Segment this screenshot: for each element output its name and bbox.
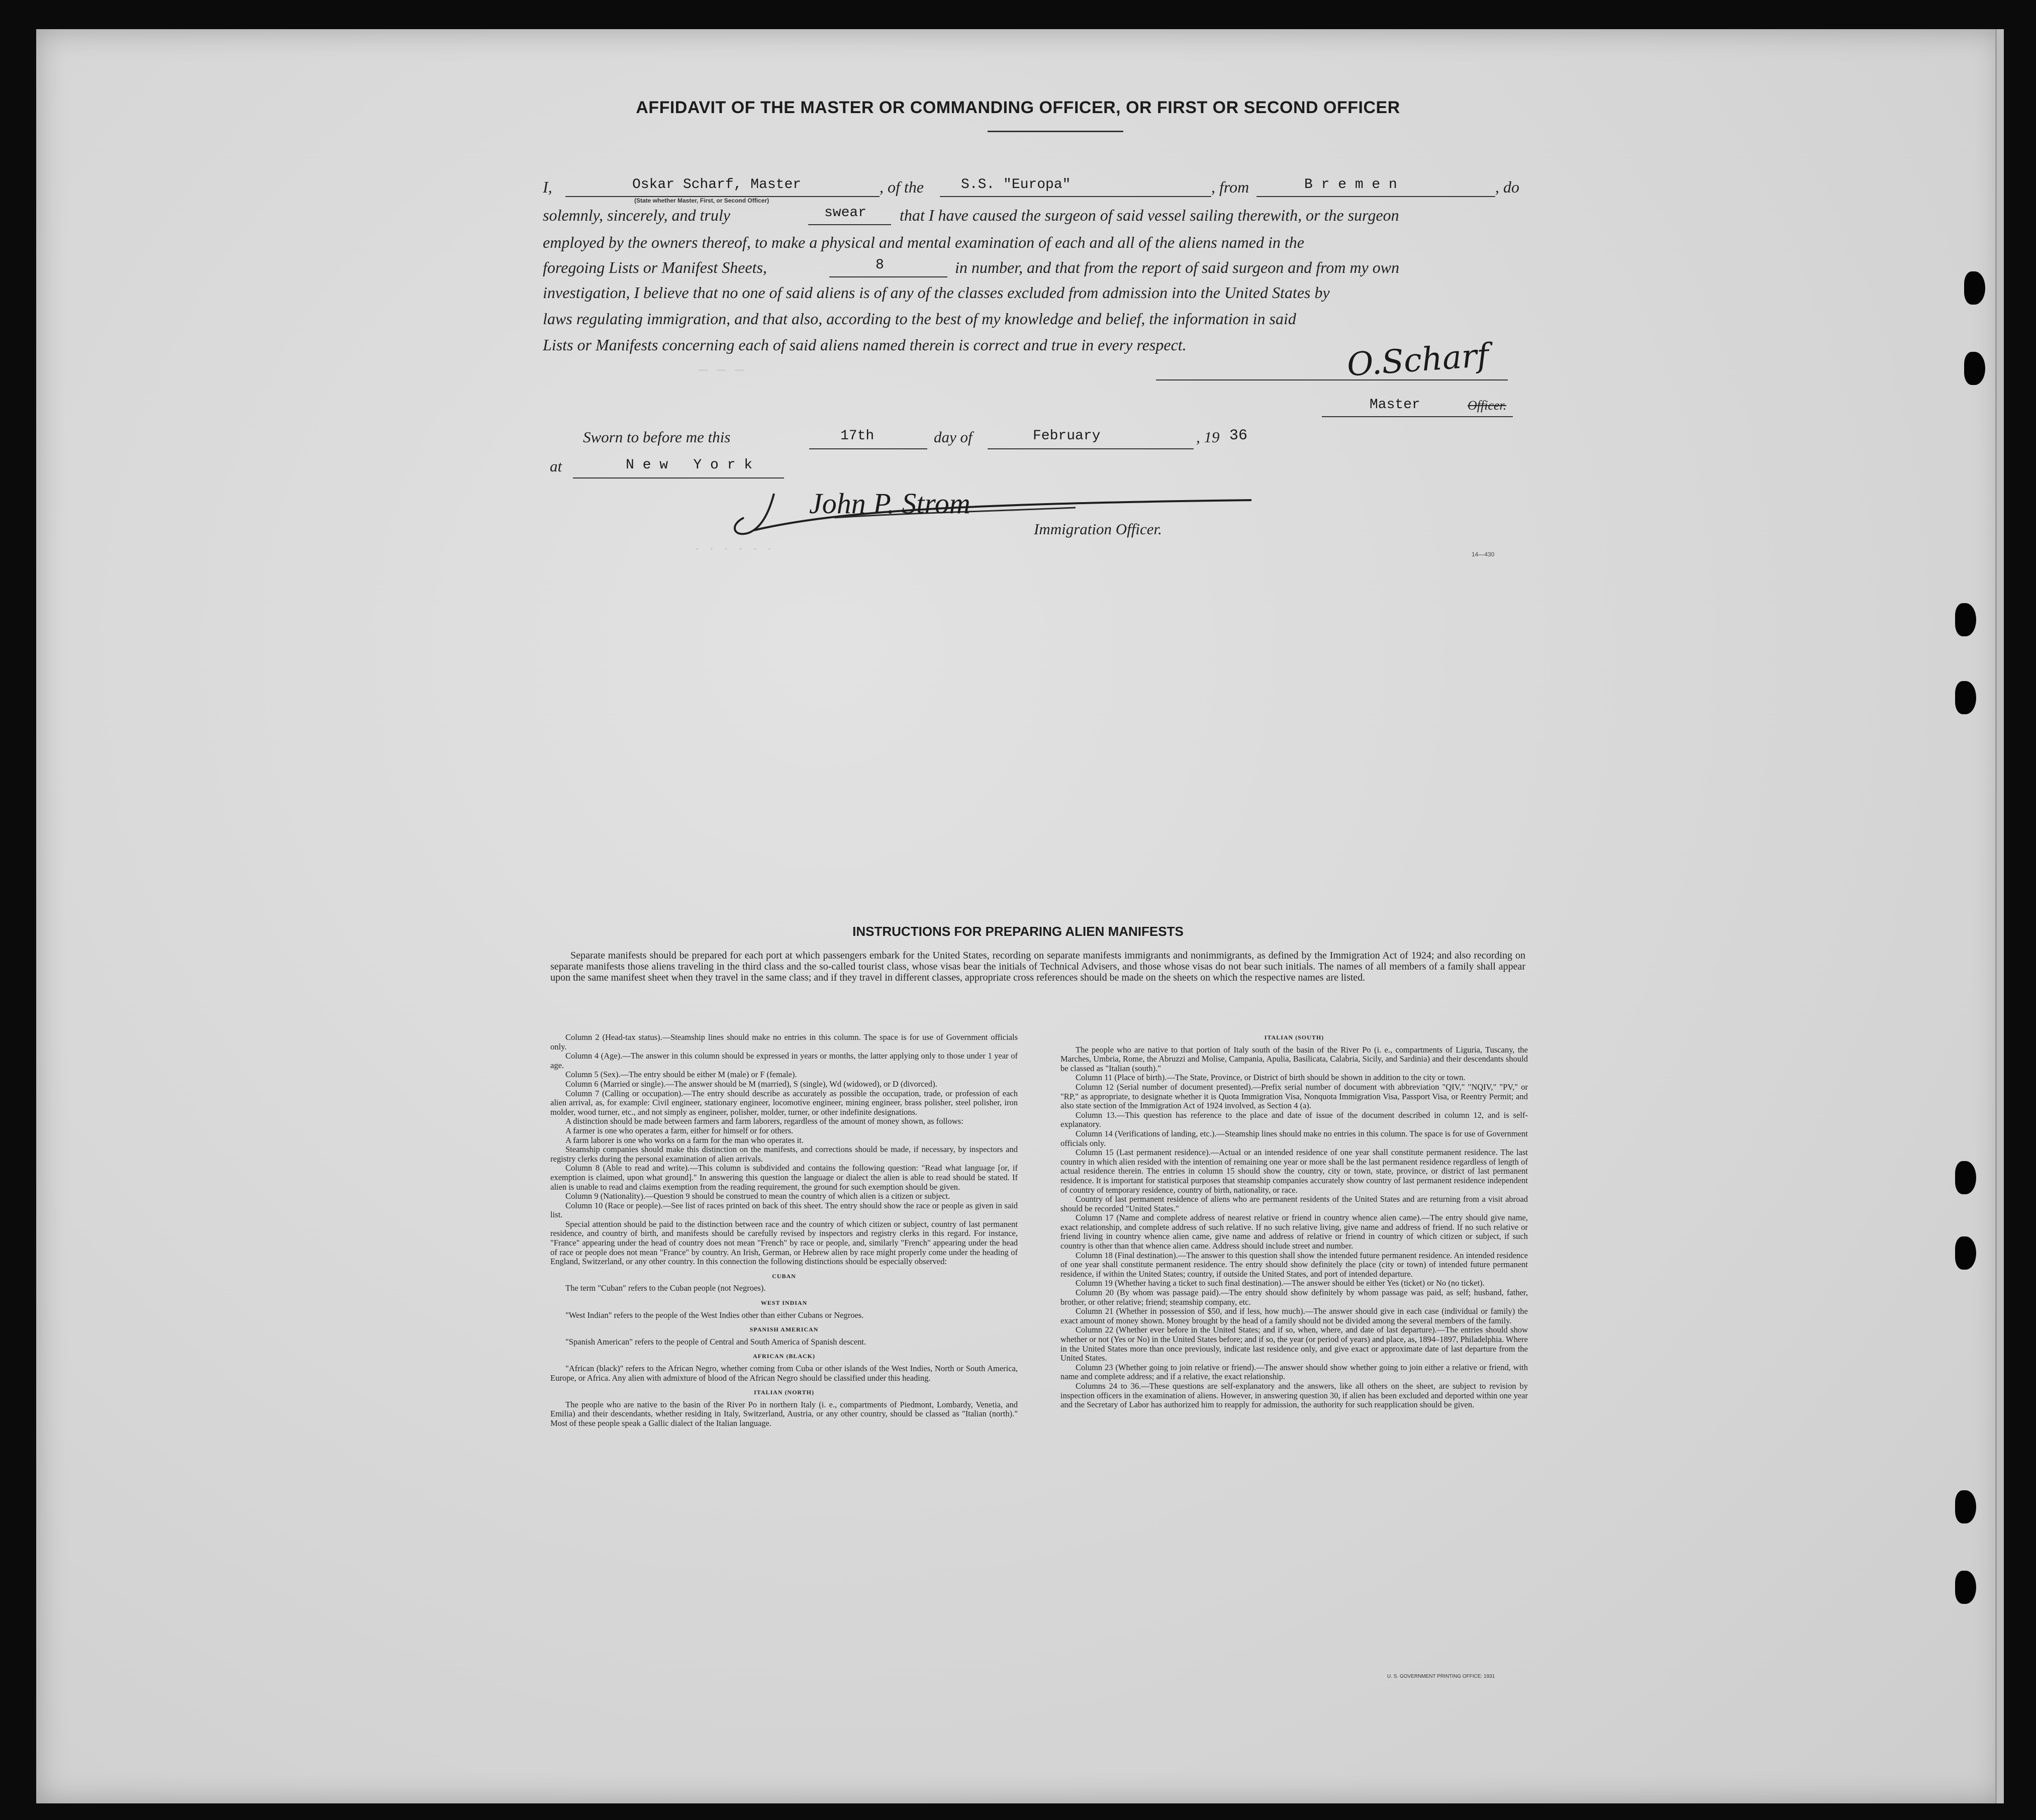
form-number: 14—430 (1472, 551, 1495, 558)
vessel-underline (940, 196, 1211, 197)
instruction-paragraph: Column 20 (By whom was passage paid).—The entry should show definitely by whom passage was paid, as self; husband, father, brother, or other relative; friend; steamship company, etc. (1060, 1288, 1528, 1307)
instruction-paragraph: A farm laborer is one who works on a farm for the man who operates it. (565, 1135, 804, 1145)
vessel-field[interactable]: S.S. "Europa" (961, 177, 1071, 193)
section-heading-spanish-american: SPANISH AMERICAN (749, 1326, 819, 1333)
punch-hole-icon (1955, 1161, 1976, 1194)
instruction-paragraph: The people who are native to that portion of Italy south of the basin of the River Po (i. e., compartments of Liguria, Tuscany, the Marches, Umbria, Rome, the Abruzzi and Molise, Campania, Apulia, Basilicata, Calabria, Sicily, and Sardinia) and their descendants should be classed as "Italian (south)." (1060, 1044, 1528, 1073)
instruction-paragraph: Steamship companies should make this distinction on the manifests, and corrections should be made, if necessary, by inspectors and registry clerks during the personal examination of alien arrivals. (550, 1144, 1018, 1164)
spanish-american-definition: "Spanish American" refers to the people of Central and South America of Spanish descent. (565, 1336, 866, 1347)
officer-hint: (State whether Master, First, or Second Officer) (634, 197, 769, 204)
signer-struck-title: Officer. (1468, 398, 1507, 413)
punch-hole-icon (1955, 681, 1976, 714)
punch-hole-icon (1955, 1571, 1976, 1604)
text-of-the: , of the (880, 178, 924, 196)
port-underline (1256, 196, 1495, 197)
bleed-through-text: — — — (699, 362, 744, 379)
instruction-paragraph: Columns 24 to 36.—These questions are self-explanatory and the answers, like all others on the sheet, are subject to revision by inspection officers in the examination of aliens. However, in answering question 30, if alien has been excluded and deported within one year and the Secretary of Labor has authorized him to reapply for admission, the authority for such reapplication should be given. (1060, 1381, 1528, 1410)
location-field[interactable]: N e w Y o r k (626, 457, 753, 473)
punch-hole-icon (1955, 1490, 1976, 1523)
instructions-intro: Separate manifests should be prepared for each port at which passengers embark for the United States, recording on separate manifests immigrants and nonimmigrants, as defined by the Immigration Act of 1924; and also recording on separate manifests those aliens traveling in the third class and the so-called tourist class, whose visas bear the initials of Technical Advisers, and those whose visas do not bear such initials. The names of all members of a family shall appear upon the same manifest sheet when they travel in the same class; and if they travel in different classes, appropriate cross references should be made on the sheets on which the respective names are listed. (550, 950, 1525, 983)
text-solemnly: solemnly, sincerely, and truly (543, 206, 730, 224)
instructions-right-column (1060, 1033, 1528, 1410)
instruction-paragraph: Country of last permanent residence of aliens who are permanent residents of the United States and are returning from a visit abroad should be recorded "United States." (1060, 1194, 1528, 1213)
affidavit-line-7: Lists or Manifests concerning each of said aliens named therein is correct and true in every respect. (543, 336, 1187, 354)
page-edge (1995, 29, 2004, 1803)
instruction-paragraph: A distinction should be made between farmers and farm laborers, regardless of the amount of money shown, as follows: (565, 1116, 963, 1126)
title-divider (988, 131, 1123, 132)
signature-underline (1156, 379, 1508, 380)
west-indian-definition: "West Indian" refers to the people of the West Indies other than either Cubans or Negroes. (565, 1310, 864, 1320)
punch-hole-icon (1964, 271, 1985, 305)
master-signature: O.Scharf (1345, 337, 1490, 384)
instruction-paragraph: A farmer is one who operates a farm, either for himself or for others. (565, 1125, 794, 1135)
instruction-paragraph: Column 2 (Head-tax status).—Steamship lines should make no entries in this column. The space is for use of Government officials only. (550, 1032, 1018, 1051)
text-in-number: in number, and that from the report of said surgeon and from my own (955, 258, 1400, 276)
scan-top-border (36, 0, 2004, 29)
port-field[interactable]: B r e m e n (1304, 177, 1397, 193)
affidavit-line-6: laws regulating immigration, and that also, according to the best of my knowledge and belief, the information in said (543, 310, 1296, 328)
sheet-count-field[interactable]: 8 (876, 257, 884, 273)
instruction-paragraph: Column 18 (Final destination).—The answer to this question shall show the intended future permanent residence. An intended residence of one year shall constitute permanent residence. The entry should show definitely the place (city or town) of intended future permanent residence, if within the United States; country, if outside the United States, and port of intended departure. (1060, 1250, 1528, 1279)
instruction-paragraph: Column 17 (Name and complete address of nearest relative or friend in country whence alien came).—The entry should give name, exact relationship, and complete address of such relative. If no such relative living, give name and address of friend. If no such relative or friend living in country whence alien came, give name and address of relative or friend in country of which citizen or subject, if such country is other than that whence alien came. Address should include street and number. (1060, 1213, 1528, 1251)
instruction-paragraph: Column 4 (Age).—The answer in this column should be expressed in years or months, the latter applying only to those under 1 year of age. (550, 1051, 1018, 1070)
text-surgeon: that I have caused the surgeon of said vessel sailing therewith, or the surgeon (900, 206, 1399, 224)
instruction-paragraph: Column 12 (Serial number of document presented).—Prefix serial number of document with abbreviation "QIV," "NQIV," "PV," or "RP," as appropriate, to designate whether it is Quota Immigration Visa, Nonquota Immigration Visa, Passport Visa, or Reentry Permit; and also state section of the Immigration Act of 1924 involved, as Section 4 (a). (1060, 1082, 1528, 1111)
sworn-day-underline (809, 448, 927, 449)
sworn-month-underline (988, 448, 1194, 449)
instruction-paragraph: Column 21 (Whether in possession of $50, and if less, how much).—The answer should give in each case (individual or family) the exact amount of money shown. Money brought by the head of a family should not be divided among the several members of the family. (1060, 1306, 1528, 1325)
bleed-through-text: · · · · · · (694, 543, 773, 556)
signer-title: Master (1370, 397, 1420, 413)
text-i: I, (543, 178, 552, 196)
at-label: at (550, 457, 562, 475)
instruction-paragraph: Column 9 (Nationality).—Question 9 should be construed to mean the country of which alien is a citizen or subject. (565, 1191, 950, 1201)
sheets-underline (829, 276, 947, 277)
instruction-paragraph: Column 22 (Whether ever before in the United States; and if so, when, where, and date of last departure).—The entries should show whether or not (Yes or No) in the United States before; and if so, the year (or period of years) and place, as, 1894–1897, Philadelphia. Where in the United States more than once previously, indicate last residence only, and give exact or approximate date of last departure from the United States. (1060, 1325, 1528, 1363)
instruction-paragraph: Column 14 (Verifications of landing, etc.).—Steamship lines should make no entries in this column. The space is for use of Government officials only. (1060, 1128, 1528, 1148)
italian-north-definition: The people who are native to the basin of the River Po in northern Italy (i. e., compartments of Piedmont, Lombardy, Venetia, and Emilia) and their descendants, whether residing in Italy, Switzerland, Austria, or any other country, should be classed as "Italian (north)." Most of these people speak a Gallic dialect of the Italian language. (550, 1399, 1018, 1428)
text-do: , do (1495, 178, 1519, 196)
instruction-paragraph: Column 10 (Race or people).—See list of races printed on back of this sheet. The entry should show the race or people as given in said list. (550, 1200, 1018, 1220)
affidavit-title: AFFIDAVIT OF THE MASTER OR COMMANDING OFFICER, OR FIRST OR SECOND OFFICER (636, 98, 1400, 117)
oath-field[interactable]: swear (824, 205, 867, 221)
punch-hole-icon (1955, 603, 1976, 636)
section-heading-italian-south: ITALIAN (SOUTH) (1264, 1034, 1324, 1041)
instruction-paragraph: Column 15 (Last permanent residence).—Actual or an intended residence of one year shall constitute permanent residence. The last country in which alien resided with the intention of remaining one year or more shall be the last permanent residence regardless of length of actual residence therein. The entries in column 15 should show the country, city or town, state, province, or district of last permanent residence. It is important for statistical purposes that steamship companies accurately show country of last permanent residence independent of country of temporary residence, country of birth, nationality, or race. (1060, 1147, 1528, 1195)
instructions-title: INSTRUCTIONS FOR PREPARING ALIEN MANIFESTS (852, 924, 1184, 939)
title-underline (1322, 416, 1513, 417)
text-from: , from (1211, 178, 1249, 196)
instructions-left-column (550, 1033, 1018, 1428)
punch-hole-icon (1964, 352, 1985, 385)
instruction-paragraph: Column 23 (Whether going to join relative or friend).—The answer should show whether going to join either a relative or friend, with name and complete address; and if a relative, the exact relationship. (1060, 1362, 1528, 1382)
instruction-paragraph: Column 11 (Place of birth).—The State, Province, or District of birth should be shown in addition to the city or town. (1076, 1073, 1466, 1083)
sworn-month-field[interactable]: February (1033, 428, 1101, 444)
immigration-officer-label: Immigration Officer. (1034, 520, 1162, 538)
officer-signature: John P. Strom (809, 487, 971, 520)
sworn-day-field[interactable]: 17th (840, 428, 875, 444)
sworn-day-of: day of (934, 428, 973, 446)
officer-name-field[interactable]: Oskar Scharf, Master (632, 177, 802, 193)
sworn-prefix: Sworn to before me this (583, 428, 731, 446)
instruction-paragraph: Column 6 (Married or single).—The answer should be M (married), S (single), Wd (widowed), or D (divorced). (565, 1079, 937, 1089)
location-underline (573, 477, 784, 478)
instruction-paragraph: Column 5 (Sex).—The entry should be either M (male) or F (female). (565, 1070, 797, 1080)
instruction-paragraph: Column 13.—This question has reference to the place and date of issue of the document described in column 12, and is self-explanatory. (1060, 1110, 1528, 1129)
text-foregoing: foregoing Lists or Manifest Sheets, (543, 258, 767, 276)
instruction-paragraph: Column 19 (Whether having a ticket to such final destination).—The answer should be either Yes (ticket) or No (no ticket). (1076, 1278, 1485, 1288)
oath-underline (808, 224, 891, 225)
printer-imprint: U. S. GOVERNMENT PRINTING OFFICE: 1931 (1387, 1674, 1495, 1679)
sworn-year-prefix: , 19 (1196, 428, 1220, 446)
punch-hole-icon (1955, 1236, 1976, 1270)
section-heading-west-indian: WEST INDIAN (760, 1299, 808, 1307)
instruction-paragraph: Column 8 (Able to read and write).—This column is subdivided and contains the following question: "Read what language [or, if exemption is claimed, upon what ground]." In answering this question the language or dialect the alien is able to read should be stated. If alien is unable to read and claims exemption from the reading requirement, the ground for such exemption should be given. (550, 1163, 1018, 1192)
instruction-paragraph: Column 7 (Calling or occupation).—The entry should describe as accurately as possible the occupation, trade, or profession of each alien arrival, as, for example: Civil engineer, stationary engineer, locomotive engineer, mining engineer, brass polisher, steel polisher, iron molder, wood turner, etc., and not simply as engineer, polisher, molder, turner, or other indefinite designations. (550, 1088, 1018, 1117)
sworn-year-field[interactable]: 36 (1229, 427, 1248, 444)
affidavit-line-5: investigation, I believe that no one of said aliens is of any of the classes excluded from admission into the United States by (543, 283, 1330, 302)
section-heading-cuban: CUBAN (772, 1272, 796, 1280)
affidavit-line-3: employed by the owners thereof, to make a physical and mental examination of each and all of the aliens named in the (543, 233, 1304, 251)
officer-signature-flourish (714, 483, 1267, 543)
instruction-paragraph: Special attention should be paid to the distinction between race and the country of which citizen or subject, country of last permanent residence, and country of birth, and manifests should be carefully revised by inspectors and registry clerks in this regard. For instance, "France" appearing under the head of country does not mean "French" by race or people, and, similarly "French" appearing under the head of race or people does not mean "France" by country. An Irish, German, or Hebrew alien by race might properly come under the heading of England, Switzerland, or any other country. In this connection the following distinctions should be especially observed: (550, 1219, 1018, 1267)
african-definition: "African (black)" refers to the African Negro, whether coming from Cuba or other islands of the West Indies, North or South America, Europe, or Africa. Any alien with admixture of blood of the African Negro should be classified under this heading. (550, 1364, 1018, 1383)
section-heading-italian-north: ITALIAN (NORTH) (753, 1389, 815, 1396)
section-heading-african: AFRICAN (BLACK) (753, 1353, 815, 1360)
cuban-definition: The term "Cuban" refers to the Cuban people (not Negroes). (565, 1283, 766, 1293)
